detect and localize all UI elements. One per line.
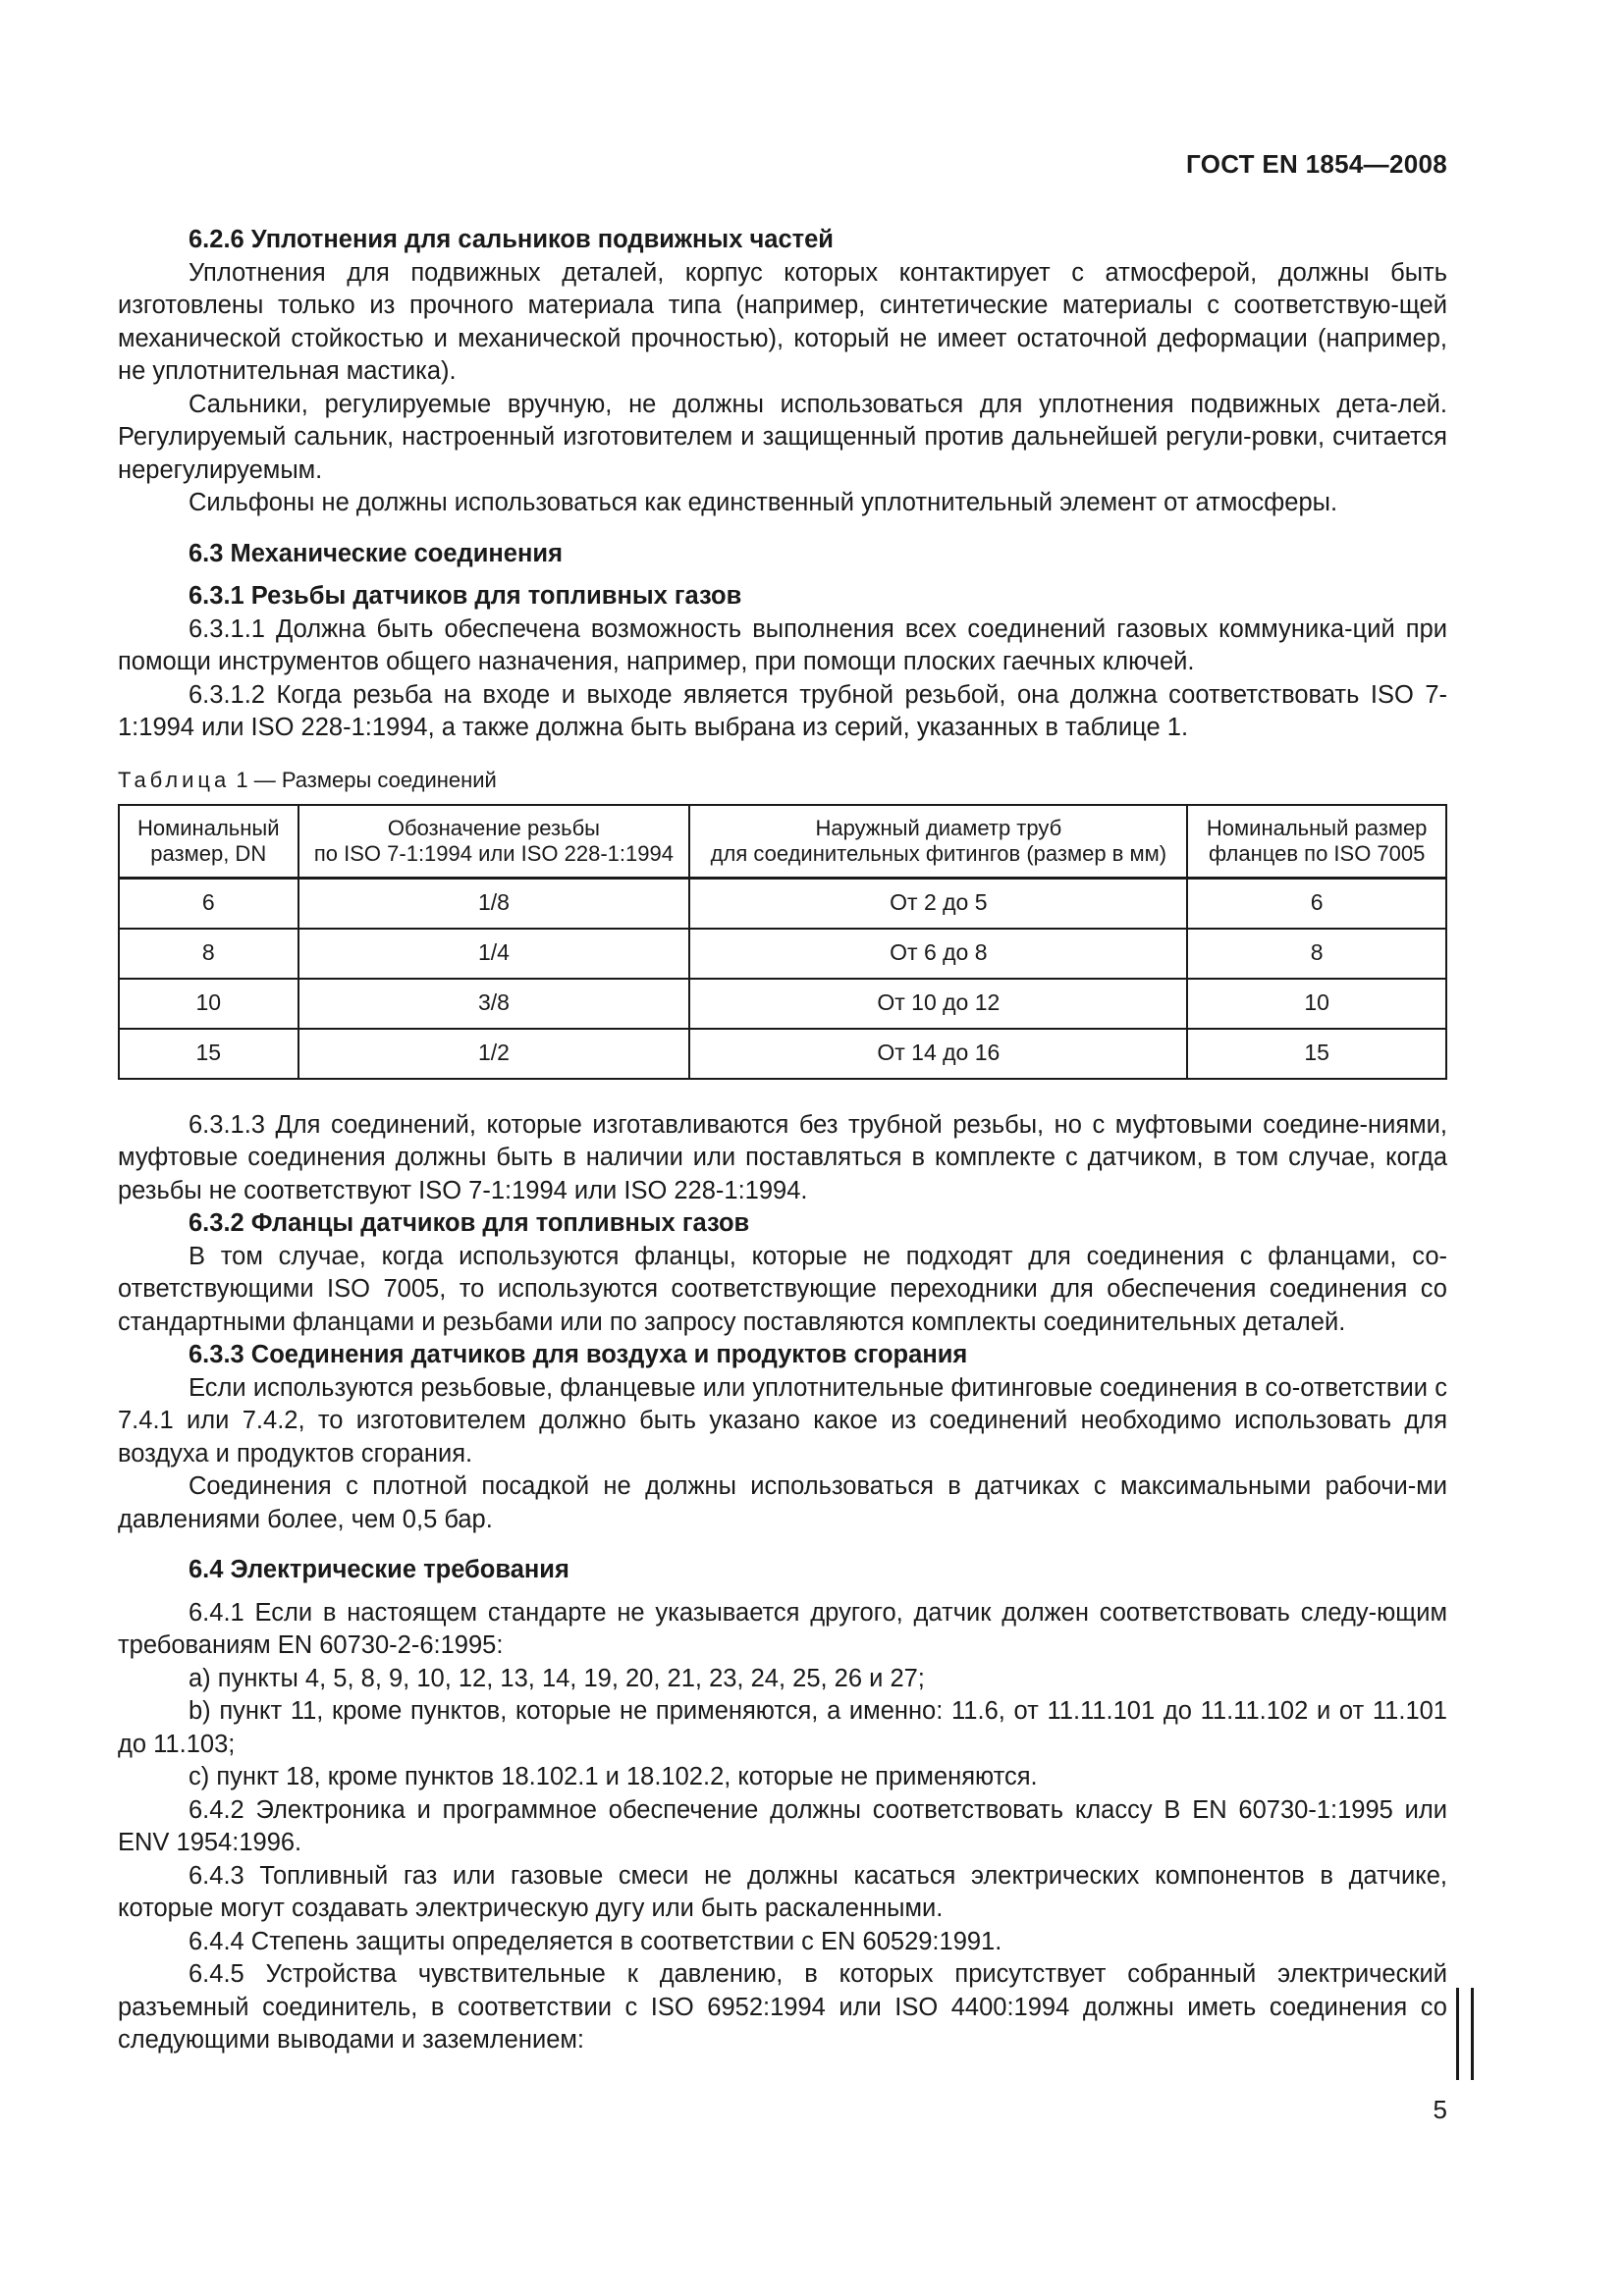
section-6-2-6-heading: 6.2.6 Уплотнения для сальников подвижных частей <box>189 226 834 253</box>
table-row <box>119 1029 1446 1079</box>
paragraph: В том случае, когда используются фланцы, которые не подходят для соединения с фланцами, со-ответствующими ISO 7005, то используются соответствующие переходники для обеспечения соединения со стандартными фланцами и резьбами или по запросу поставляются комплекты соединительных деталей. <box>118 1242 1447 1336</box>
paragraph: 6.3.1.1 Должна быть обеспечена возможность выполнения всех соединений газовых коммуника-ций при помощи инструментов общего назначения, например, при помощи плоских гаечных ключей. <box>118 614 1447 675</box>
table-cell: 1/2 <box>298 1029 690 1079</box>
paragraph: 6.3.1.3 Для соединений, которые изготавливаются без трубной резьбы, но с муфтовыми соедине-ниями, муфтовые соединения должны быть в наличии или поставляться в комплекте с датчиком, в том случае, когда резьбы не соответствуют ISO 7-1:1994 или ISO 228-1:1994. <box>118 1110 1447 1204</box>
header-flange-size: Номинальный размер фланцев по ISO 7005 <box>1187 805 1446 879</box>
section-6-3-2-heading: 6.3.2 Фланцы датчиков для топливных газов <box>189 1209 750 1237</box>
paragraph: Сильфоны не должны использоваться как единственный уплотнительный элемент от атмосферы. <box>189 489 1338 516</box>
paragraph: 6.4.3 Топливный газ или газовые смеси не должны касаться электрических компонентов в датчике, которые могут создавать электрическую дугу или быть раскаленными. <box>118 1861 1447 1922</box>
paragraph: Сальники, регулируемые вручную, не должны использоваться для уплотнения подвижных дета-лей. Регулируемый сальник, настроенный изготовителем и защищенный против дальнейшей регули-ровки, считается нерегулируемым. <box>118 390 1447 484</box>
table-caption <box>118 767 1447 794</box>
table-cell: 10 <box>119 979 298 1029</box>
document-body <box>118 224 1447 2057</box>
document-id-header: ГОСТ EN 1854—2008 <box>1186 149 1447 179</box>
header-thread-designation: Обозначение резьбы по ISO 7-1:1994 или ISO 228-1:1994 <box>298 805 690 879</box>
table-cell: 15 <box>119 1029 298 1079</box>
table-row <box>119 929 1446 979</box>
table-cell: 8 <box>1187 929 1446 979</box>
section-6-3-1-heading: 6.3.1 Резьбы датчиков для топливных газов <box>189 582 742 610</box>
table-caption-label: Таблица <box>118 767 231 792</box>
paragraph: 6.4.4 Степень защиты определяется в соответствии с EN 60529:1991. <box>189 1927 1002 1955</box>
connection-sizes-table <box>118 804 1447 1080</box>
section-6-3-heading: 6.3 Механические соединения <box>189 539 563 567</box>
table-caption-text: 1 — Размеры соединений <box>230 767 497 792</box>
table-cell: 1/8 <box>298 878 690 929</box>
table-cell: 6 <box>1187 878 1446 929</box>
table-header-row <box>119 805 1446 879</box>
list-item: b) пункт 11, кроме пунктов, которые не применяются, а именно: 11.6, от 11.11.101 до 11.11.102 и от 11.101 до 11.103; <box>118 1697 1447 1758</box>
table-cell: 15 <box>1187 1029 1446 1079</box>
table-row <box>119 979 1446 1029</box>
list-item: а) пункты 4, 5, 8, 9, 10, 12, 13, 14, 19, 20, 21, 23, 24, 25, 26 и 27; <box>189 1664 925 1692</box>
change-marker-bars <box>1456 1988 1474 2080</box>
table-cell: От 10 до 12 <box>689 979 1187 1029</box>
list-item: с) пункт 18, кроме пунктов 18.102.1 и 18.102.2, которые не применяются. <box>189 1763 1038 1790</box>
table-cell: От 2 до 5 <box>689 878 1187 929</box>
section-6-4-heading: 6.4 Электрические требования <box>189 1556 569 1583</box>
header-pipe-diameter: Наружный диаметр труб для соединительных фитингов (размер в мм) <box>689 805 1187 879</box>
paragraph: Если используются резьбовые, фланцевые или уплотнительные фитинговые соединения в со-ответствии с 7.4.1 или 7.4.2, то изготовителем должно быть указано какое из соединений необходимо использовать для воздуха и продуктов сгорания. <box>118 1373 1447 1468</box>
table-cell: 6 <box>119 878 298 929</box>
section-6-3-3-heading: 6.3.3 Соединения датчиков для воздуха и продуктов сгорания <box>189 1341 968 1368</box>
table-cell: От 14 до 16 <box>689 1029 1187 1079</box>
table-cell: 3/8 <box>298 979 690 1029</box>
paragraph: Уплотнения для подвижных деталей, корпус которых контактирует с атмосферой, должны быть изготовлены только из прочного материала типа (например, синтетические материалы с соответствую-щей механической стойкостью и механической прочностью), который не имеет остаточной деформации (например, не уплотнительная мастика). <box>118 258 1447 385</box>
paragraph: 6.4.2 Электроника и программное обеспечение должны соответствовать классу B EN 60730-1:1995 или ENV 1954:1996. <box>118 1795 1447 1856</box>
table-row <box>119 878 1446 929</box>
paragraph: Соединения с плотной посадкой не должны использоваться в датчиках с максимальными рабочи-ми давлениями более, чем 0,5 бар. <box>118 1472 1447 1533</box>
table-cell: 10 <box>1187 979 1446 1029</box>
paragraph: 6.3.1.2 Когда резьба на входе и выходе является трубной резьбой, она должна соответствовать ISO 7-1:1994 или ISO 228-1:1994, а также должна быть выбрана из серий, указанных в таблице 1. <box>118 680 1447 741</box>
header-nominal-size: Номинальный размер, DN <box>119 805 298 879</box>
paragraph: 6.4.5 Устройства чувствительные к давлению, в которых присутствует собранный электрический разъемный соединитель, в соответствии с ISO 6952:1994 или ISO 4400:1994 должны иметь соединения со следующими выводами и заземлением: <box>118 1960 1447 2054</box>
table-cell: 1/4 <box>298 929 690 979</box>
page-number: 5 <box>1433 2095 1447 2124</box>
table-cell: От 6 до 8 <box>689 929 1187 979</box>
paragraph: 6.4.1 Если в настоящем стандарте не указывается другого, датчик должен соответствовать следу-ющим требованиям EN 60730-2-6:1995: <box>118 1598 1447 1659</box>
table-cell: 8 <box>119 929 298 979</box>
